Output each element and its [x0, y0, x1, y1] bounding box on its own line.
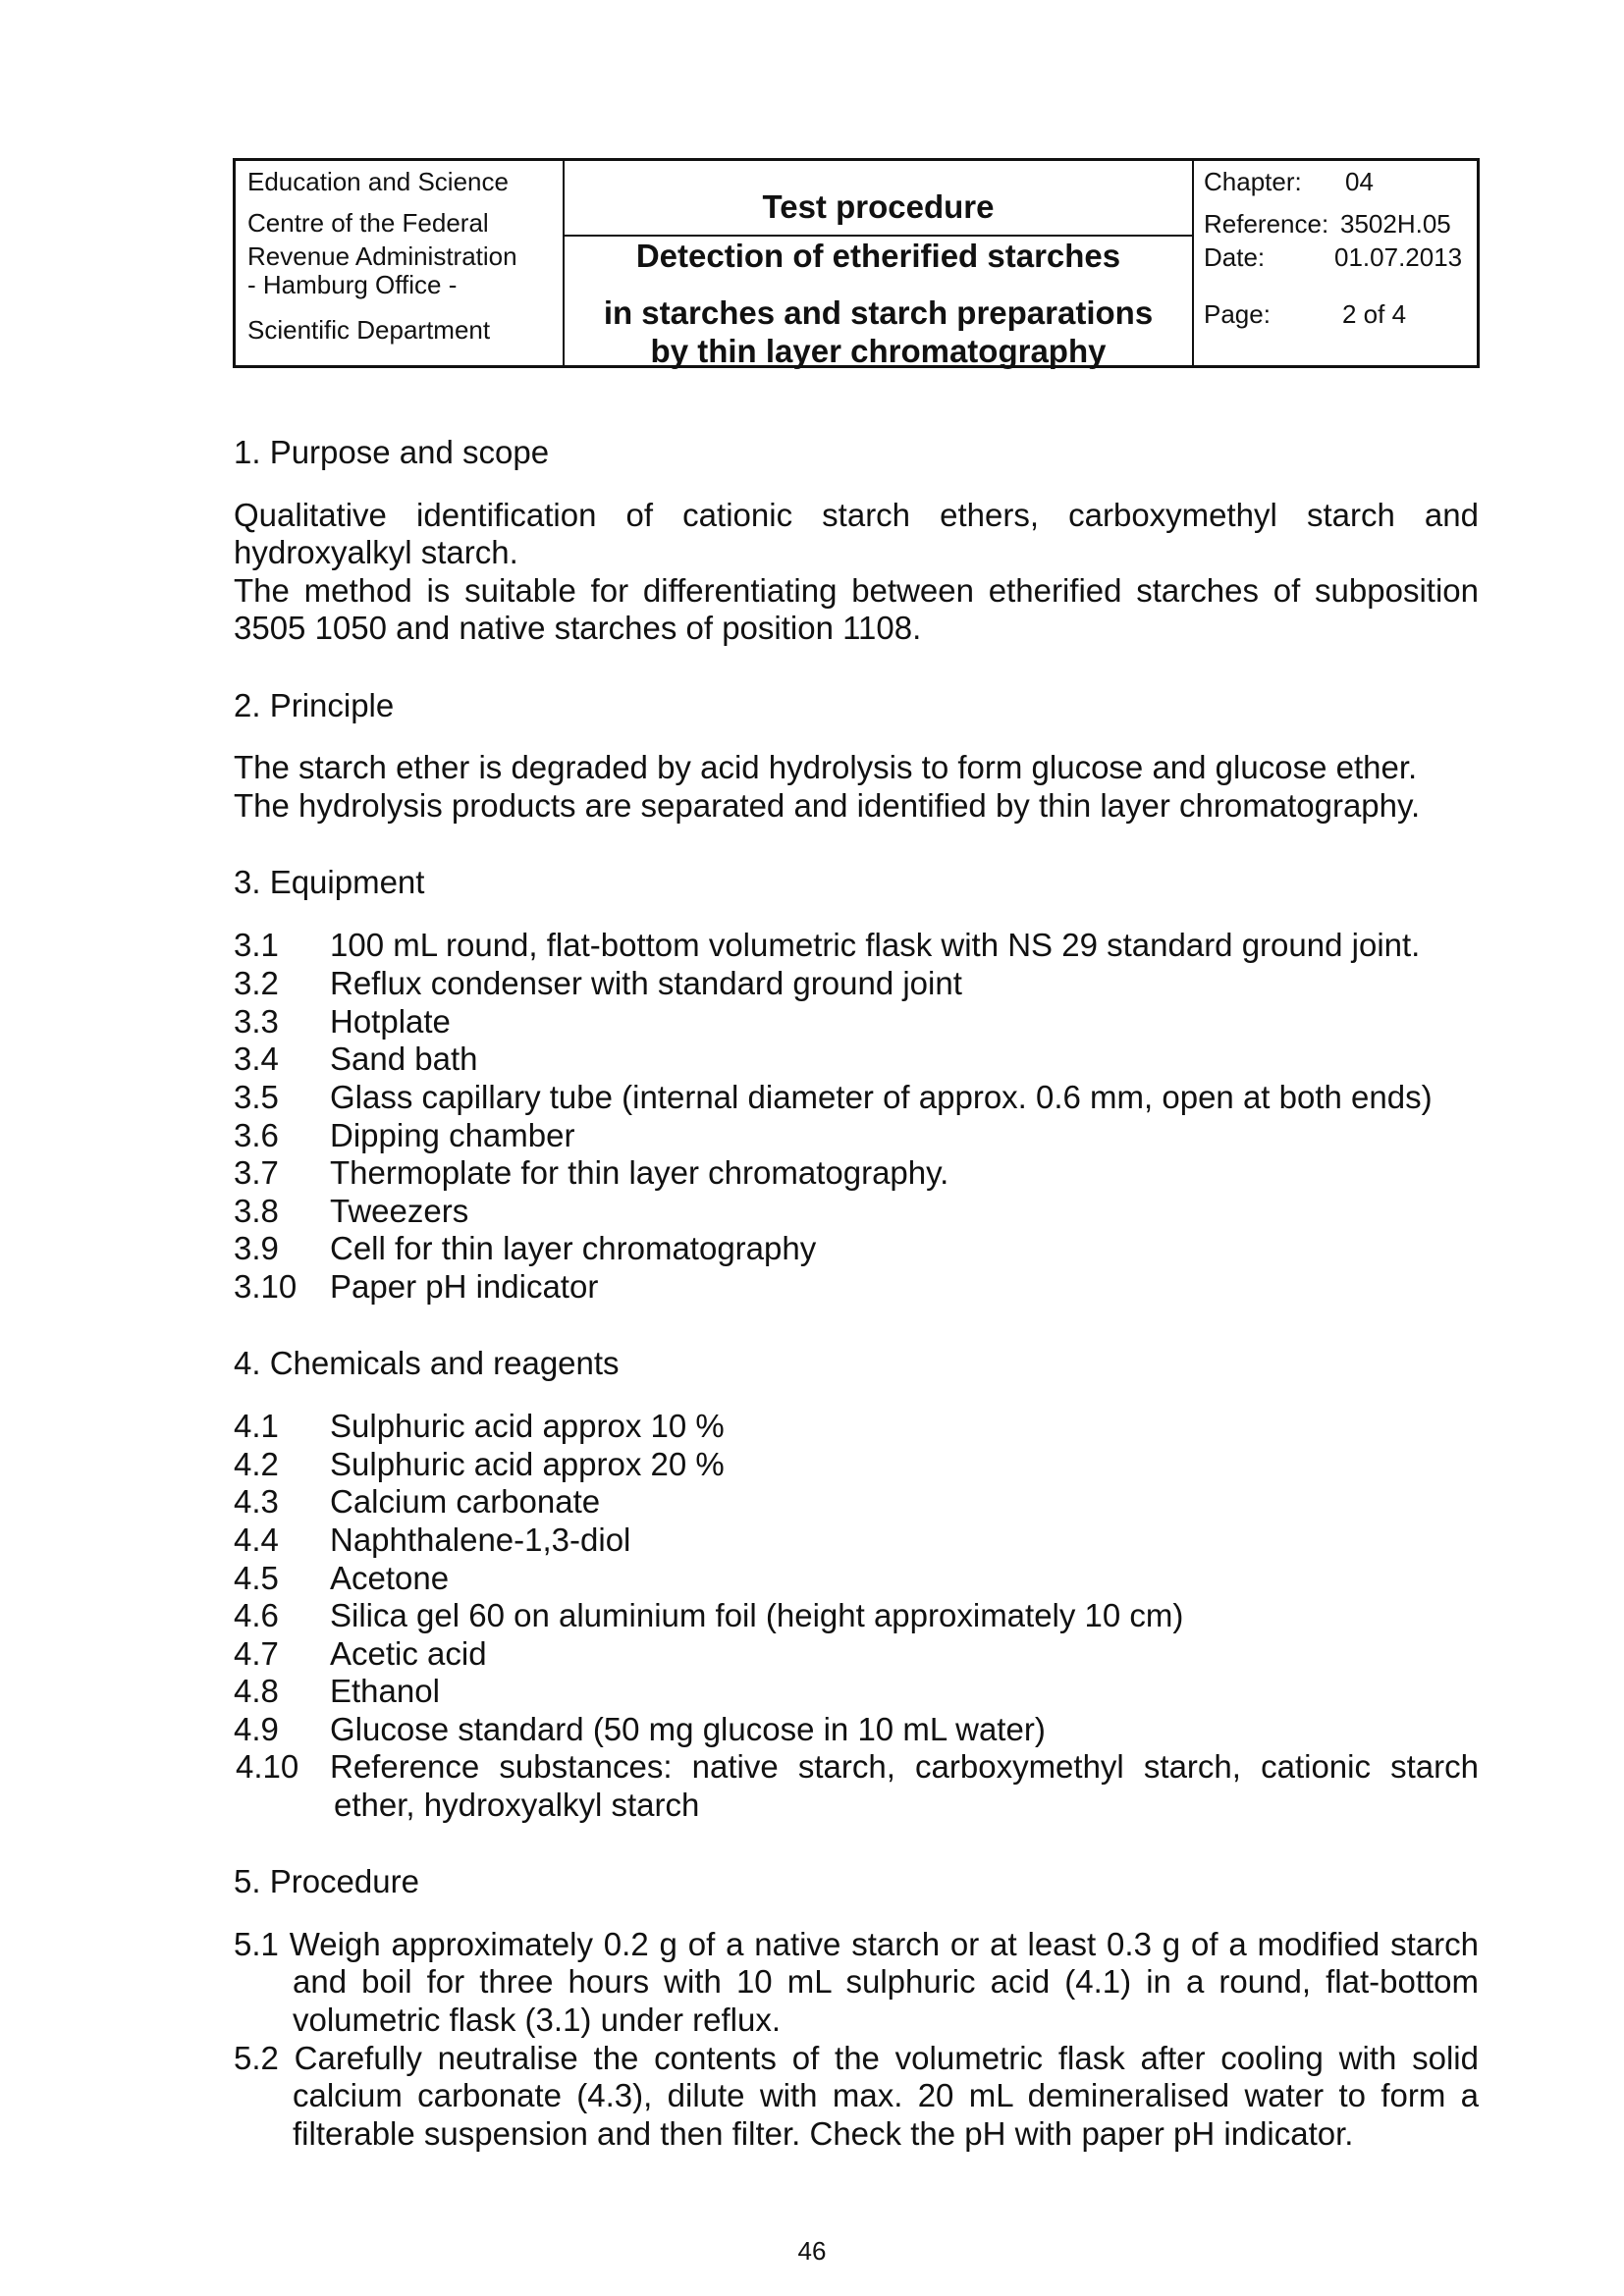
item-text: Cell for thin layer chromatography [330, 1230, 817, 1266]
item-number: 3.7 [234, 1154, 279, 1191]
item-number: 3.9 [234, 1230, 279, 1266]
procedure-5-2-line-1: 5.2 Carefully neutralise the contents of the volumetric flask after cooling with solid [234, 2040, 1479, 2076]
item-text: Thermoplate for thin layer chromatography. [330, 1154, 949, 1191]
item-number: 4.8 [234, 1673, 279, 1709]
item-number: 4.9 [234, 1711, 279, 1747]
procedure-5-1-line-1: 5.1 Weigh approximately 0.2 g of a native starch or at least 0.3 g of a modified starch [234, 1926, 1479, 1962]
section-heading-procedure: 5. Procedure [234, 1863, 419, 1899]
item-text: 100 mL round, flat-bottom volumetric flask with NS 29 standard ground joint. [330, 927, 1421, 963]
chapter-label: Chapter: [1204, 167, 1302, 196]
purpose-line-3: The method is suitable for differentiating between etherified starches of subposition [234, 572, 1479, 609]
item-number: 3.3 [234, 1003, 279, 1040]
purpose-line-4: 3505 1050 and native starches of position 1108. [234, 610, 922, 646]
header-org-line-1: Education and Science [247, 167, 509, 196]
date-label: Date: [1204, 242, 1266, 272]
item-number: 4.7 [234, 1635, 279, 1672]
item-number: 4.6 [234, 1597, 279, 1633]
item-number: 3.6 [234, 1117, 279, 1153]
principle-line-2: The hydrolysis products are separated and identified by thin layer chromatography. [234, 787, 1421, 824]
item-text: Naphthalene-1,3-diol [330, 1522, 631, 1558]
item-number: 4.1 [234, 1408, 279, 1444]
purpose-line-1: Qualitative identification of cationic starch ethers, carboxymethyl starch and [234, 497, 1479, 533]
item-text: Glucose standard (50 mg glucose in 10 mL water) [330, 1711, 1046, 1747]
item-number: 3.2 [234, 965, 279, 1001]
footer-page-number: 46 [797, 2236, 827, 2266]
chapter-value: 04 [1345, 167, 1374, 196]
item-number: 4.5 [234, 1560, 279, 1596]
item-text: Reflux condenser with standard ground joint [330, 965, 962, 1001]
item-text: Acetic acid [330, 1635, 487, 1672]
purpose-line-2: hydroxyalkyl starch. [234, 534, 518, 570]
header-org-line-3: Revenue Administration [247, 241, 517, 271]
item-number: 3.4 [234, 1041, 279, 1077]
header-title-divider [563, 235, 1192, 237]
page-value: 2 of 4 [1342, 299, 1407, 329]
procedure-5-2-line-3: filterable suspension and then filter. Check the pH with paper pH indicator. [293, 2115, 1354, 2152]
header-org-line-2: Centre of the Federal [247, 208, 489, 238]
item-number: 4.2 [234, 1446, 279, 1482]
item-number: 3.10 [234, 1268, 298, 1305]
item-number: 3.1 [234, 927, 279, 963]
item-number: 4.10 [236, 1748, 299, 1785]
section-heading-purpose: 1. Purpose and scope [234, 434, 550, 470]
item-text: Silica gel 60 on aluminium foil (height approximately 10 cm) [330, 1597, 1184, 1633]
header-org-line-4: - Hamburg Office - [247, 270, 458, 299]
item-text: Tweezers [330, 1193, 469, 1229]
header-table [233, 158, 1480, 368]
reference-value: 3502H.05 [1340, 209, 1451, 239]
header-subtitle-3: by thin layer chromatography [650, 333, 1107, 369]
section-heading-chemicals: 4. Chemicals and reagents [234, 1345, 620, 1381]
procedure-5-2-line-2: calcium carbonate (4.3), dilute with max. 20 mL demineralised water to form a [293, 2077, 1479, 2113]
page-label: Page: [1204, 299, 1271, 329]
header-subtitle-2: in starches and starch preparations [603, 294, 1154, 331]
principle-line-1: The starch ether is degraded by acid hydrolysis to form glucose and glucose ether. [234, 749, 1418, 785]
item-text: Paper pH indicator [330, 1268, 599, 1305]
item-number: 3.5 [234, 1079, 279, 1115]
reference-label: Reference: [1204, 209, 1329, 239]
item-text: Glass capillary tube (internal diameter of approx. 0.6 mm, open at both ends) [330, 1079, 1433, 1115]
item-text: Sulphuric acid approx 20 % [330, 1446, 725, 1482]
item-text: Ethanol [330, 1673, 440, 1709]
header-org-line-5: Scientific Department [247, 315, 491, 345]
header-subtitle-1: Detection of etherified starches [635, 238, 1121, 274]
chemical-item-10-line-1: Reference substances: native starch, carboxymethyl starch, cationic starch [330, 1748, 1479, 1785]
item-number: 3.8 [234, 1193, 279, 1229]
item-text: Dipping chamber [330, 1117, 575, 1153]
header-divider-right [1192, 161, 1194, 365]
item-number: 4.4 [234, 1522, 279, 1558]
chemical-item-10-line-2: ether, hydroxyalkyl starch [334, 1787, 700, 1823]
item-text: Acetone [330, 1560, 450, 1596]
item-number: 4.3 [234, 1483, 279, 1520]
procedure-5-1-line-3: volumetric flask (3.1) under reflux. [293, 2002, 782, 2038]
header-title: Test procedure [762, 188, 995, 225]
date-value: 01.07.2013 [1334, 242, 1463, 272]
item-text: Sulphuric acid approx 10 % [330, 1408, 725, 1444]
item-text: Calcium carbonate [330, 1483, 601, 1520]
procedure-5-1-line-2: and boil for three hours with 10 mL sulphuric acid (4.1) in a round, flat-bottom [293, 1963, 1479, 2000]
item-text: Hotplate [330, 1003, 451, 1040]
section-heading-equipment: 3. Equipment [234, 864, 425, 900]
section-heading-principle: 2. Principle [234, 687, 395, 723]
item-text: Sand bath [330, 1041, 478, 1077]
